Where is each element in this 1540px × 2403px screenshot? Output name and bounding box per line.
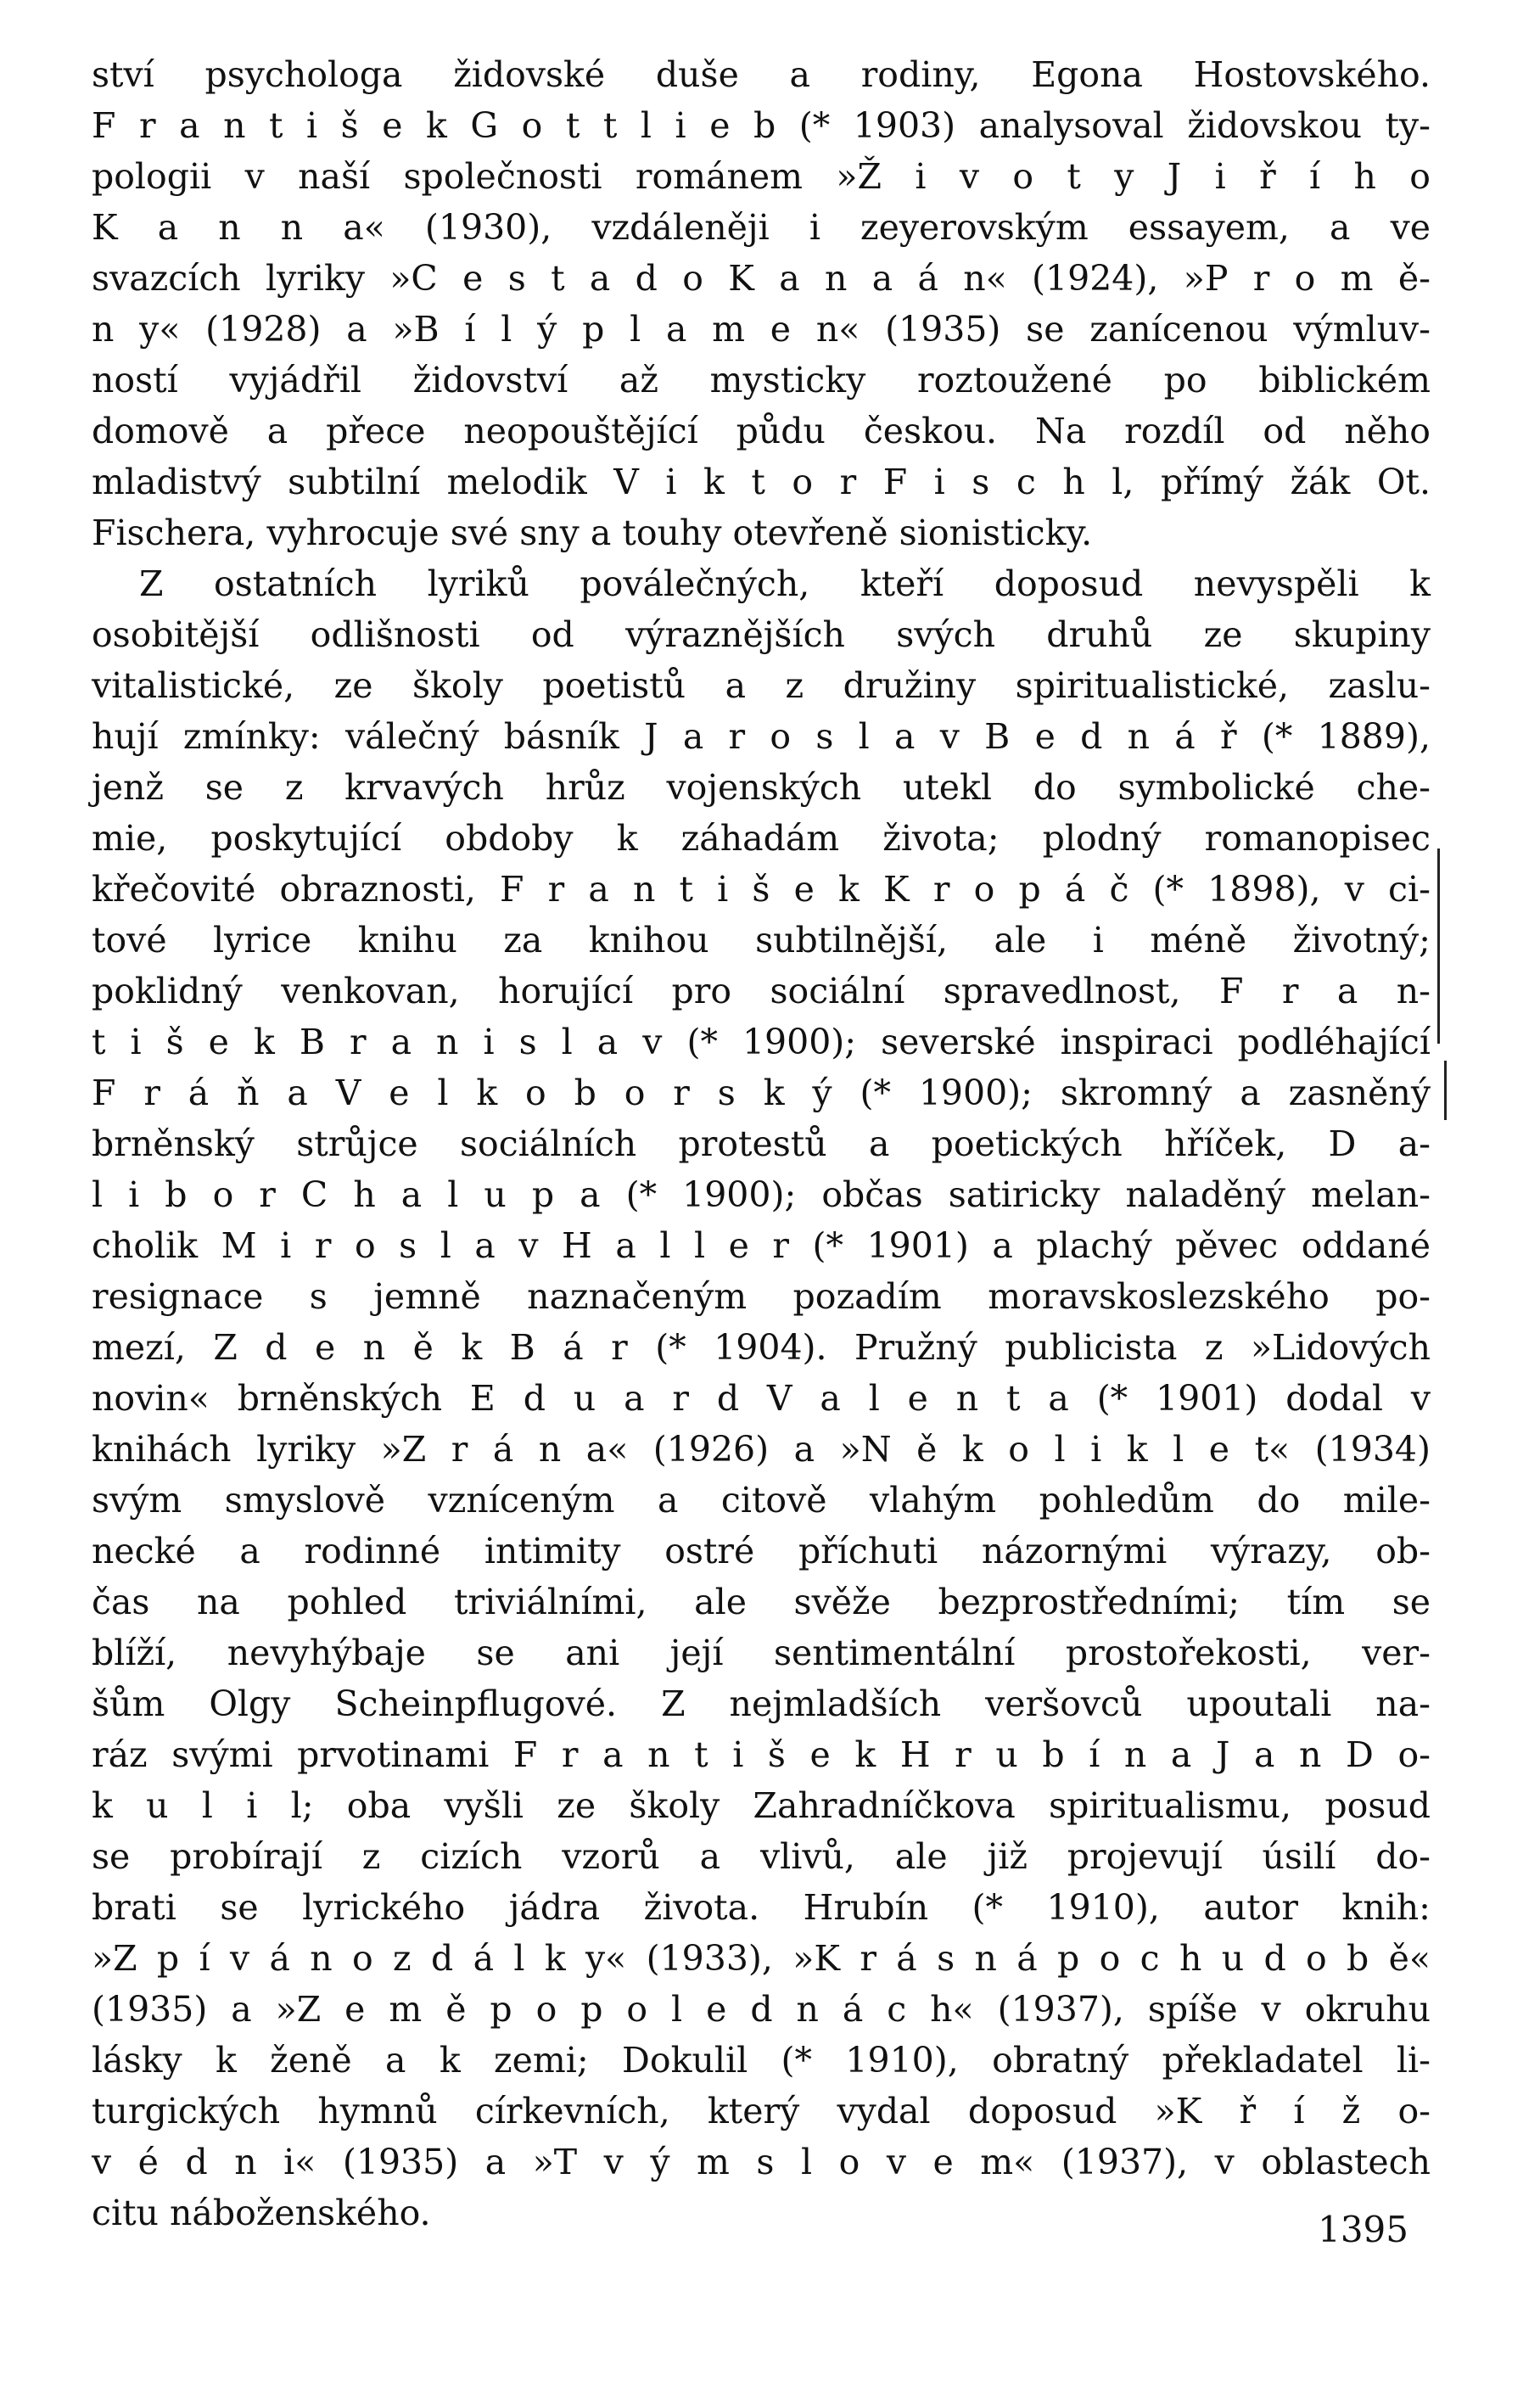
margin-bracket-mark [1437,849,1440,1044]
text-line: brati se lyrického jádra života. Hrubín (* 1910), autor knih: [92,1887,1431,1928]
text-line: knihách lyriky »Z r á n a« (1926) a »N ě k o l i k l e t« (1934) [92,1429,1431,1470]
margin-bracket-mark [1444,1061,1447,1120]
page-body-text [92,49,1431,2238]
text-line: (1935) a »Z e m ě p o p o l e d n á c h« (1937), spíše v okruhu [92,1989,1431,2030]
text-line: Z ostatních lyriků poválečných, kteří doposud nevyspěli k [139,563,1431,604]
text-line: resignace s jemně naznačeným pozadím moravskoslezského po- [92,1276,1431,1317]
text-line: k u l i l; oba vyšli ze školy Zahradníčkova spiritualismu, posud [92,1785,1431,1826]
text-line: v é d n i« (1935) a »T v ý m s l o v e m« (1937), v oblastech [92,2142,1431,2182]
text-line: »Z p í v á n o z d á l k y« (1933), »K r á s n á p o c h u d o b ě« [92,1938,1431,1979]
text-line: ství psychologa židovské duše a rodiny, Egona Hostovského. [92,54,1431,95]
text-line: blíží, nevyhýbaje se ani její sentimentální prostořekosti, ver- [92,1633,1431,1673]
text-line: se probírají z cizích vzorů a vlivů, ale již projevují úsilí do- [92,1836,1431,1877]
text-line: osobitější odlišnosti od výraznějších svých druhů ze skupiny [92,614,1431,655]
text-line: K a n n a« (1930), vzdáleněji i zeyerovským essayem, a ve [92,207,1431,248]
text-line: tové lyrice knihu za knihou subtilnější, ale i méně životný; [92,920,1431,961]
page-number: 1395 [1318,2209,1408,2250]
text-line: lásky k ženě a k zemi; Dokulil (* 1910), obratný překladatel li- [92,2040,1431,2081]
text-line: vitalistické, ze školy poetistů a z družiny spiritualistické, zaslu- [92,665,1431,706]
text-line: pologii v naší společnosti románem »Ž i v o t y J i ř í h o [92,156,1431,197]
text-line: hují zmínky: válečný básník J a r o s l a v B e d n á ř (* 1889), [92,716,1431,757]
text-line: mezí, Z d e n ě k B á r (* 1904). Pružný publicista z »Lidových [92,1327,1431,1368]
text-line: Fischera, vyhrocuje své sny a touhy otevřeně sionisticky. [92,513,1093,553]
text-line: svým smyslově vzníceným a citově vlahým pohledům do mile- [92,1480,1431,1521]
text-line: ráz svými prvotinami F r a n t i š e k H r u b í n a J a n D o- [92,1734,1431,1775]
text-line: F r a n t i š e k G o t t l i e b (* 1903) analysoval židovskou ty- [92,105,1431,146]
text-line: jenž se z krvavých hrůz vojenských utekl do symbolické che- [92,767,1431,808]
text-line: šům Olgy Scheinpflugové. Z nejmladších veršovců upoutali na- [92,1683,1431,1724]
text-line: l i b o r C h a l u p a (* 1900); občas satiricky naladěný melan- [92,1174,1431,1215]
text-line: čas na pohled triviálními, ale svěže bezprostředními; tím se [92,1582,1431,1622]
text-line: ností vyjádřil židovství až mysticky roztoužené po biblickém [92,360,1431,400]
text-line: cholik M i r o s l a v H a l l e r (* 1901) a plachý pěvec oddané [92,1225,1431,1266]
text-line: t i š e k B r a n i s l a v (* 1900); severské inspiraci podléhající [92,1022,1431,1062]
text-line: novin« brněnských E d u a r d V a l e n t a (* 1901) dodal v [92,1378,1431,1419]
text-line: turgických hymnů církevních, který vydal doposud »K ř í ž o- [92,2091,1431,2131]
text-line: mladistvý subtilní melodik V i k t o r F i s c h l, přímý žák Ot. [92,462,1431,502]
text-line: necké a rodinné intimity ostré příchuti názornými výrazy, ob- [92,1531,1431,1571]
text-line: citu náboženského. [92,2193,431,2233]
text-line: domově a přece neopouštějící půdu českou. Na rozdíl od něho [92,411,1431,451]
text-line: svazcích lyriky »C e s t a d o K a n a á n« (1924), »P r o m ě- [92,258,1431,299]
text-line: n y« (1928) a »B í l ý p l a m e n« (1935) se zanícenou výmluv- [92,309,1431,350]
text-line: mie, poskytující obdoby k záhadám života; plodný romanopisec [92,818,1431,859]
text-line: křečovité obraznosti, F r a n t i š e k K r o p á č (* 1898), v ci- [92,869,1431,910]
text-line: poklidný venkovan, horující pro sociální spravedlnost, F r a n- [92,971,1431,1011]
text-line: brněnský strůjce sociálních protestů a poetických hříček, D a- [92,1123,1431,1164]
text-line: F r á ň a V e l k o b o r s k ý (* 1900); skromný a zasněný [92,1073,1431,1113]
